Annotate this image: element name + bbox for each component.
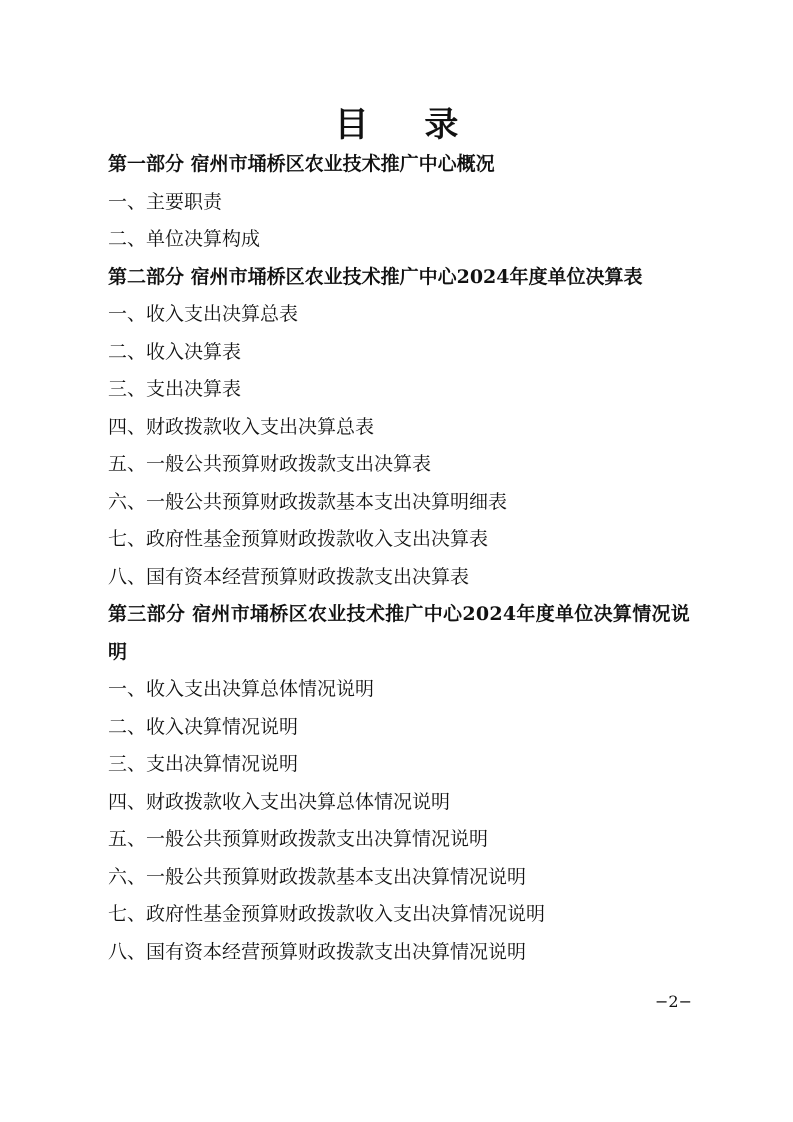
toc-item[interactable]: 四、财政拨款收入支出决算总体情况说明 (108, 790, 451, 813)
toc-item[interactable]: 三、支出决算表 (108, 378, 242, 400)
toc-item[interactable]: 七、政府性基金预算财政拨款收入支出决算情况说明 (108, 903, 546, 925)
toc-item[interactable]: 八、国有资本经营预算财政拨款支出决算表 (108, 565, 470, 588)
toc-item[interactable]: 二、单位决算构成 (108, 228, 261, 250)
toc-item[interactable]: 八、国有资本经营预算财政拨款支出决算情况说明 (108, 940, 527, 963)
table-of-contents (108, 146, 708, 971)
toc-item[interactable]: 二、收入决算表 (108, 340, 242, 363)
toc-part-2[interactable]: 第二部分 宿州市埇桥区农业技术推广中心2024年度单位决算表 (108, 265, 643, 288)
toc-item[interactable]: 一、收入支出决算总体情况说明 (108, 678, 375, 700)
page-title: 目 录 (334, 105, 481, 145)
page-number: −2− (655, 992, 692, 1011)
toc-item[interactable]: 五、一般公共预算财政拨款支出决算情况说明 (108, 828, 489, 850)
toc-part-1[interactable]: 第一部分 宿州市埇桥区农业技术推广中心概况 (108, 153, 495, 175)
toc-item[interactable]: 一、收入支出决算总表 (108, 303, 299, 325)
toc-item[interactable]: 七、政府性基金预算财政拨款收入支出决算表 (108, 528, 489, 550)
toc-item[interactable]: 六、一般公共预算财政拨款基本支出决算明细表 (108, 490, 508, 513)
toc-item[interactable]: 三、支出决算情况说明 (108, 753, 299, 775)
toc-item[interactable]: 五、一般公共预算财政拨款支出决算表 (108, 453, 432, 475)
toc-item[interactable]: 六、一般公共预算财政拨款基本支出决算情况说明 (108, 865, 527, 888)
toc-item[interactable]: 二、收入决算情况说明 (108, 715, 299, 738)
toc-item[interactable]: 一、主要职责 (108, 190, 223, 213)
toc-part-3[interactable]: 第三部分 宿州市埇桥区农业技术推广中心2024年度单位决算情况说明 (108, 603, 691, 663)
toc-item[interactable]: 四、财政拨款收入支出决算总表 (108, 415, 375, 438)
